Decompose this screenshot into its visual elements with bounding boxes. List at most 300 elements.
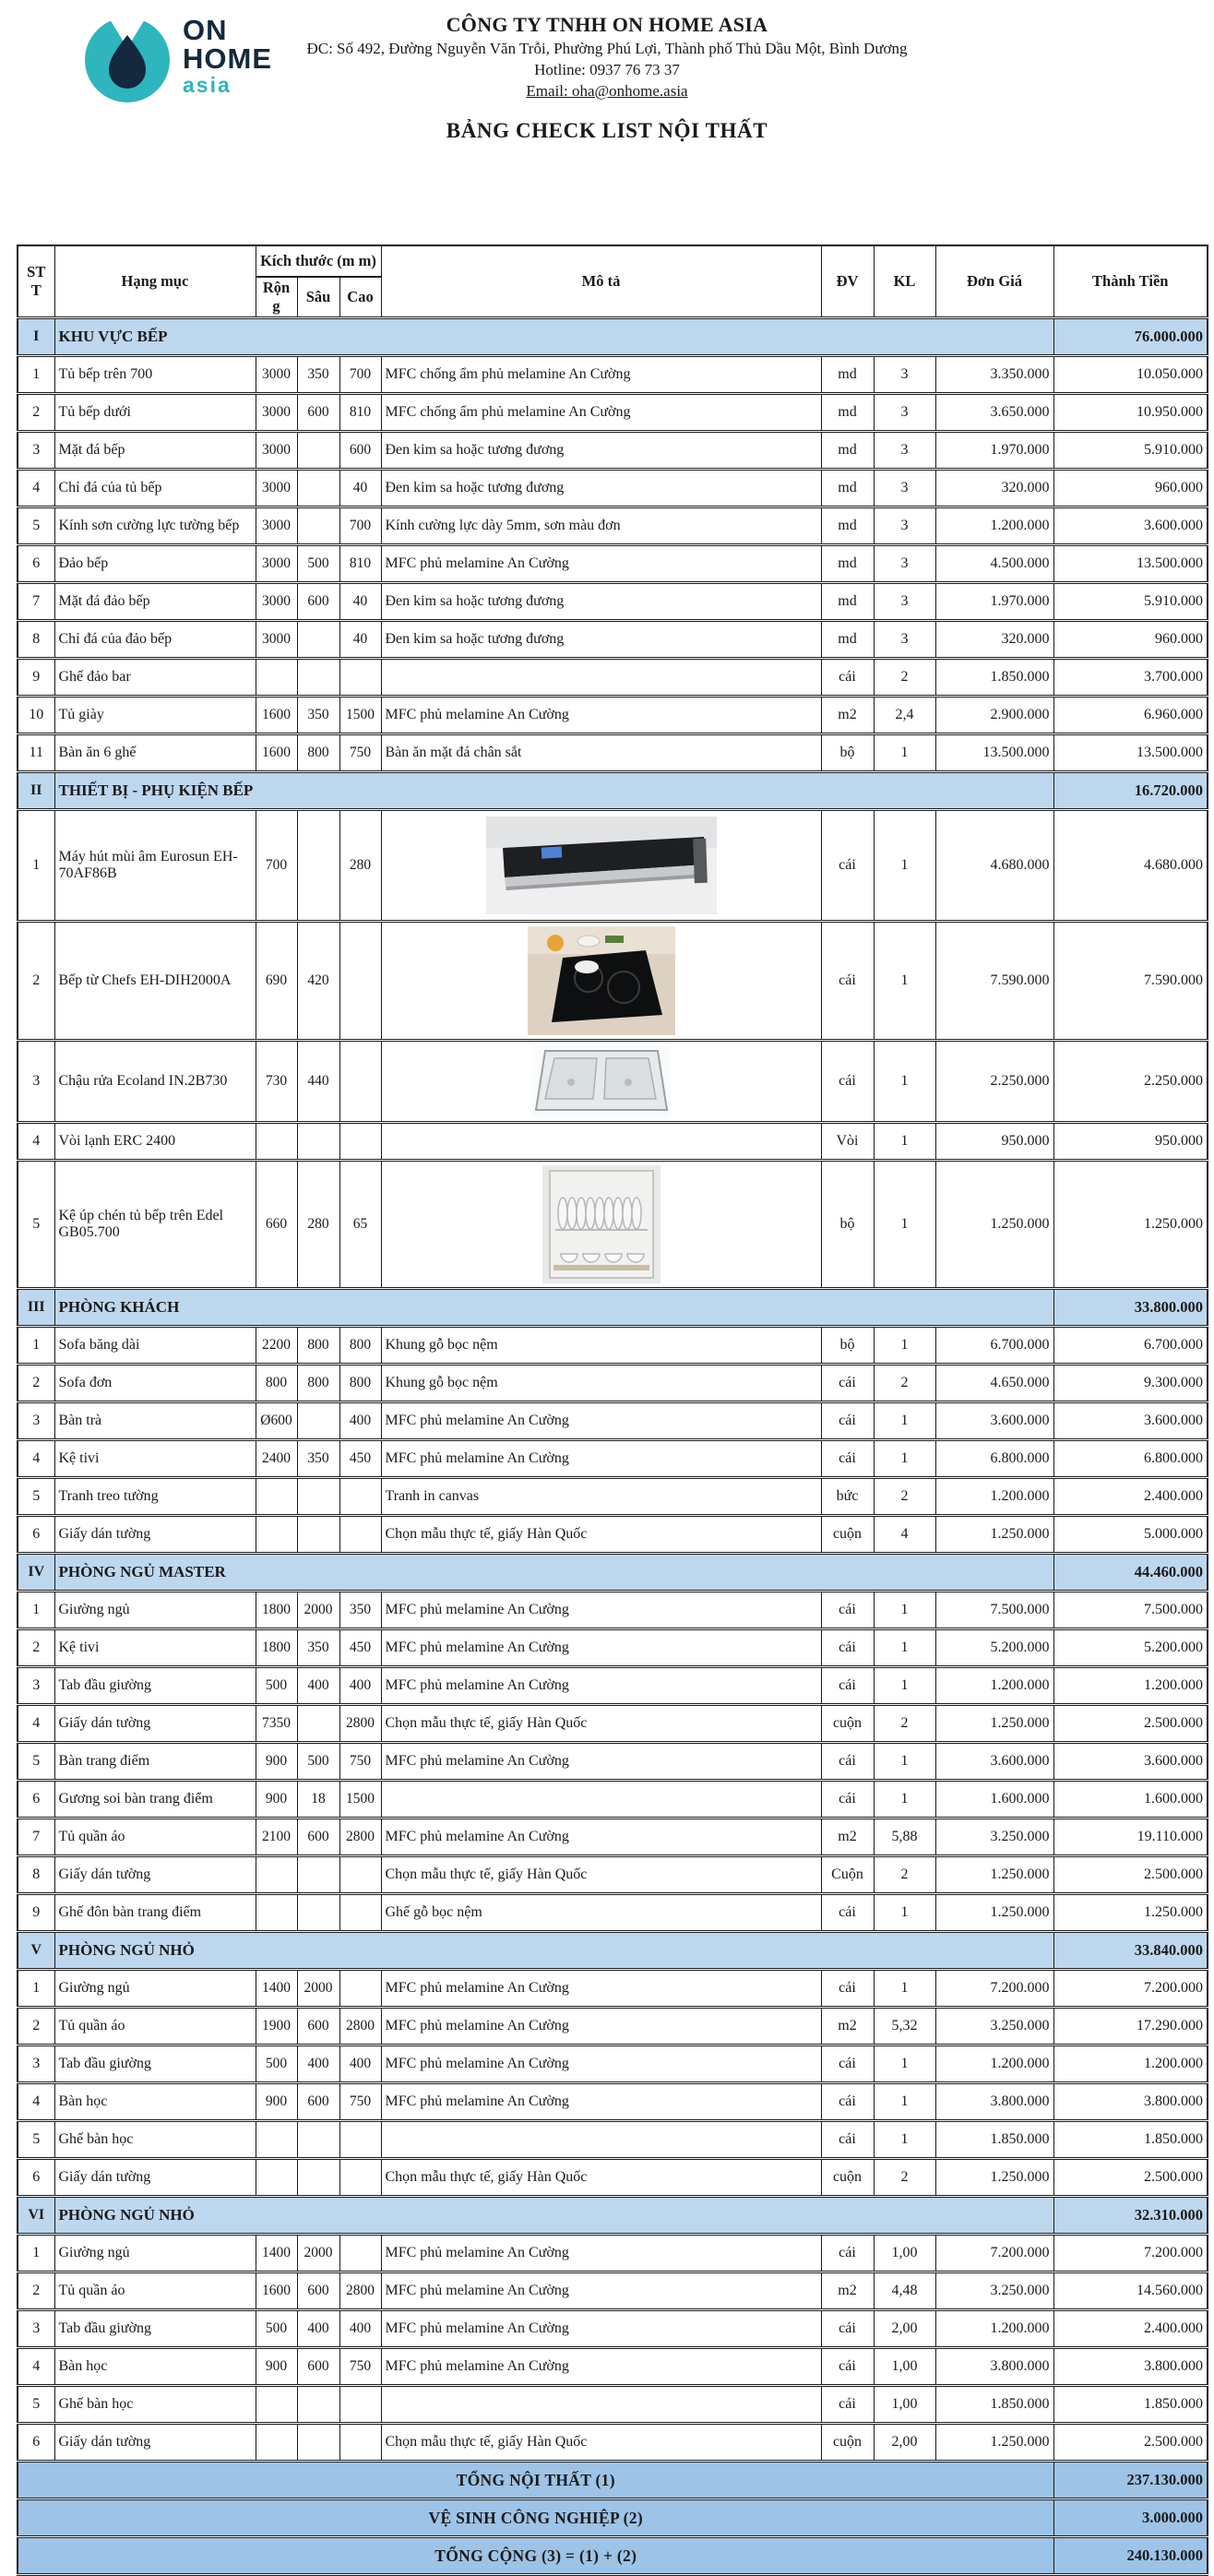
- item-row: [18, 1440, 1208, 1478]
- item-name: Kệ tivi: [54, 1629, 256, 1667]
- item-unit: md: [821, 621, 874, 659]
- section-total: 33.840.000: [1053, 1932, 1208, 1970]
- item-stt: 6: [18, 2159, 54, 2197]
- item-width: 3000: [256, 470, 297, 507]
- company-email: Email: oha@onhome.asia: [526, 82, 688, 100]
- col-header-price: Đơn Giá: [935, 245, 1053, 318]
- item-name: Chỉ đá của tủ bếp: [54, 470, 256, 507]
- item-desc: Đen kim sa hoặc tương đương: [381, 432, 821, 470]
- item-unit: md: [821, 470, 874, 507]
- item-amount: 960.000: [1053, 621, 1208, 659]
- item-depth: [297, 1402, 339, 1440]
- total-row: [18, 2462, 1208, 2499]
- item-depth: 350: [297, 697, 339, 734]
- item-width: [256, 2424, 297, 2462]
- item-amount: 6.700.000: [1053, 1327, 1208, 1365]
- section-row: [18, 1932, 1208, 1970]
- item-row: [18, 394, 1208, 432]
- item-unit: cuộn: [821, 1516, 874, 1554]
- item-price: 1.250.000: [935, 1161, 1053, 1289]
- item-name: Ghế đảo bar: [54, 659, 256, 697]
- item-row: [18, 1161, 1208, 1289]
- item-price: 1.250.000: [935, 1894, 1053, 1932]
- item-desc: MFC phủ melamine An Cường: [381, 545, 821, 583]
- item-width: 3000: [256, 545, 297, 583]
- item-price: 4.500.000: [935, 545, 1053, 583]
- item-unit: cái: [821, 1667, 874, 1705]
- item-depth: [297, 1516, 339, 1554]
- item-desc: MFC phủ melamine An Cường: [381, 2008, 821, 2045]
- item-price: 1.250.000: [935, 2159, 1053, 2197]
- item-row: [18, 734, 1208, 772]
- col-header-depth: Sâu: [297, 277, 339, 318]
- item-height: 810: [339, 545, 381, 583]
- section-title: KHU VỰC BẾP: [54, 318, 1053, 356]
- item-height: 1500: [339, 697, 381, 734]
- item-stt: 4: [18, 1440, 54, 1478]
- item-desc: Đen kim sa hoặc tương đương: [381, 470, 821, 507]
- item-name: Tủ quần áo: [54, 2008, 256, 2045]
- section-total: 16.720.000: [1053, 772, 1208, 810]
- item-price: 3.800.000: [935, 2083, 1053, 2121]
- item-stt: 5: [18, 507, 54, 545]
- item-height: 2800: [339, 1705, 381, 1743]
- item-name: Kệ tivi: [54, 1440, 256, 1478]
- item-stt: 6: [18, 2424, 54, 2462]
- item-qty: 3: [874, 470, 935, 507]
- item-desc: MFC chống ẩm phủ melamine An Cường: [381, 356, 821, 394]
- item-amount: 3.800.000: [1053, 2348, 1208, 2386]
- item-depth: 18: [297, 1781, 339, 1819]
- item-depth: 2000: [297, 1592, 339, 1629]
- section-roman: V: [18, 1932, 54, 1970]
- item-unit: m2: [821, 1819, 874, 1856]
- item-amount: 7.200.000: [1053, 2235, 1208, 2272]
- item-row: [18, 2235, 1208, 2272]
- item-depth: 350: [297, 1440, 339, 1478]
- item-row: [18, 356, 1208, 394]
- item-stt: 6: [18, 1516, 54, 1554]
- item-height: [339, 2159, 381, 2197]
- item-price: 3.800.000: [935, 2348, 1053, 2386]
- item-qty: 5,32: [874, 2008, 935, 2045]
- item-qty: 2: [874, 1478, 935, 1516]
- item-unit: cái: [821, 1402, 874, 1440]
- item-name: Bàn trà: [54, 1402, 256, 1440]
- item-name: Tranh treo tường: [54, 1478, 256, 1516]
- onhome-logo-icon: [81, 11, 173, 103]
- item-price: 5.200.000: [935, 1629, 1053, 1667]
- item-amount: 1.600.000: [1053, 1781, 1208, 1819]
- item-qty: 1: [874, 1161, 935, 1289]
- item-qty: 1: [874, 1402, 935, 1440]
- item-unit: cái: [821, 2348, 874, 2386]
- item-amount: 5.000.000: [1053, 1516, 1208, 1554]
- item-qty: 1: [874, 1894, 935, 1932]
- item-row: [18, 1705, 1208, 1743]
- item-row: [18, 507, 1208, 545]
- item-height: [339, 2424, 381, 2462]
- item-depth: 600: [297, 1819, 339, 1856]
- item-width: 900: [256, 1781, 297, 1819]
- onhome-logo-text: [183, 14, 272, 98]
- section-row: [18, 772, 1208, 810]
- item-price: 1.250.000: [935, 1856, 1053, 1894]
- item-height: [339, 1894, 381, 1932]
- item-height: 40: [339, 621, 381, 659]
- item-width: 660: [256, 1161, 297, 1289]
- item-width: 3000: [256, 394, 297, 432]
- item-amount: 2.400.000: [1053, 1478, 1208, 1516]
- item-row: [18, 2121, 1208, 2159]
- section-row: [18, 1554, 1208, 1592]
- item-width: 800: [256, 1365, 297, 1402]
- item-stt: 1: [18, 2235, 54, 2272]
- item-width: 900: [256, 2083, 297, 2121]
- item-stt: 1: [18, 1327, 54, 1365]
- col-header-amount: Thành Tiền: [1053, 245, 1208, 318]
- item-height: [339, 922, 381, 1041]
- item-price: 7.590.000: [935, 922, 1053, 1041]
- total-amount: 237.130.000: [1053, 2462, 1208, 2499]
- item-stt: 2: [18, 1629, 54, 1667]
- item-stt: 5: [18, 1161, 54, 1289]
- item-amount: 2.500.000: [1053, 2424, 1208, 2462]
- item-height: 800: [339, 1365, 381, 1402]
- item-amount: 10.950.000: [1053, 394, 1208, 432]
- item-width: 1600: [256, 2272, 297, 2310]
- item-desc: Chọn mẫu thực tế, giấy Hàn Quốc: [381, 2424, 821, 2462]
- total-amount: 3.000.000: [1053, 2499, 1208, 2537]
- item-amount: 5.910.000: [1053, 583, 1208, 621]
- item-height: 750: [339, 1743, 381, 1781]
- item-amount: 19.110.000: [1053, 1819, 1208, 1856]
- item-stt: 10: [18, 697, 54, 734]
- item-price: 1.850.000: [935, 659, 1053, 697]
- item-height: 2800: [339, 2008, 381, 2045]
- item-height: 700: [339, 507, 381, 545]
- item-name: Kính sơn cường lực tường bếp: [54, 507, 256, 545]
- item-width: [256, 2386, 297, 2424]
- item-desc: MFC phủ melamine An Cường: [381, 1440, 821, 1478]
- item-depth: 600: [297, 583, 339, 621]
- item-desc: [381, 1161, 821, 1289]
- item-name: Giường ngủ: [54, 1592, 256, 1629]
- item-width: 700: [256, 810, 297, 922]
- item-price: 7.200.000: [935, 1970, 1053, 2008]
- item-row: [18, 697, 1208, 734]
- item-height: [339, 2235, 381, 2272]
- item-desc: Ghế gỗ bọc nệm: [381, 1894, 821, 1932]
- col-header-qty: KL: [874, 245, 935, 318]
- item-price: 3.600.000: [935, 1402, 1053, 1440]
- item-qty: 2: [874, 659, 935, 697]
- item-row: [18, 2083, 1208, 2121]
- section-row: [18, 2197, 1208, 2235]
- item-qty: 1: [874, 2121, 935, 2159]
- product-image-sink: [532, 1045, 671, 1117]
- item-desc: Chọn mẫu thực tế, giấy Hàn Quốc: [381, 1516, 821, 1554]
- item-depth: 600: [297, 2083, 339, 2121]
- item-price: 1.200.000: [935, 1667, 1053, 1705]
- total-row: [18, 2499, 1208, 2537]
- item-unit: md: [821, 432, 874, 470]
- item-desc: MFC phủ melamine An Cường: [381, 1629, 821, 1667]
- item-depth: 2000: [297, 1970, 339, 2008]
- item-unit: cái: [821, 1743, 874, 1781]
- item-price: 1.970.000: [935, 432, 1053, 470]
- item-unit: Vòi: [821, 1123, 874, 1161]
- item-qty: 3: [874, 507, 935, 545]
- item-height: 400: [339, 2310, 381, 2348]
- item-amount: 3.800.000: [1053, 2083, 1208, 2121]
- item-amount: 2.250.000: [1053, 1041, 1208, 1123]
- item-unit: cái: [821, 2045, 874, 2083]
- item-row: [18, 1041, 1208, 1123]
- item-height: 450: [339, 1440, 381, 1478]
- item-depth: 350: [297, 1629, 339, 1667]
- product-image-dish-rack: [542, 1165, 661, 1283]
- col-header-desc: Mô tả: [381, 245, 821, 318]
- item-desc: Đen kim sa hoặc tương đương: [381, 621, 821, 659]
- col-header-unit: ĐV: [821, 245, 874, 318]
- item-name: Tủ bếp trên 700: [54, 356, 256, 394]
- item-desc: [381, 1041, 821, 1123]
- item-name: Giấy dán tường: [54, 1516, 256, 1554]
- checklist-table: [17, 244, 1208, 2576]
- item-amount: 2.400.000: [1053, 2310, 1208, 2348]
- item-width: [256, 659, 297, 697]
- item-amount: 14.560.000: [1053, 2272, 1208, 2310]
- item-price: 2.250.000: [935, 1041, 1053, 1123]
- item-amount: 1.200.000: [1053, 2045, 1208, 2083]
- item-width: [256, 1516, 297, 1554]
- section-total: 33.800.000: [1053, 1289, 1208, 1327]
- item-desc: MFC phủ melamine An Cường: [381, 1743, 821, 1781]
- item-depth: [297, 1856, 339, 1894]
- item-depth: 440: [297, 1041, 339, 1123]
- item-unit: cái: [821, 2310, 874, 2348]
- item-price: 1.250.000: [935, 2424, 1053, 2462]
- item-amount: 7.200.000: [1053, 1970, 1208, 2008]
- item-qty: 1: [874, 1667, 935, 1705]
- item-name: Mặt đá đảo bếp: [54, 583, 256, 621]
- item-price: 1.850.000: [935, 2386, 1053, 2424]
- item-qty: 3: [874, 394, 935, 432]
- item-row: [18, 2386, 1208, 2424]
- item-unit: cái: [821, 1894, 874, 1932]
- item-width: 2400: [256, 1440, 297, 1478]
- section-title: PHÒNG NGỦ NHỎ: [54, 2197, 1053, 2235]
- item-width: 900: [256, 1743, 297, 1781]
- item-unit: cái: [821, 1365, 874, 1402]
- item-amount: 6.960.000: [1053, 697, 1208, 734]
- item-depth: 400: [297, 2045, 339, 2083]
- item-width: 730: [256, 1041, 297, 1123]
- item-desc: MFC phủ melamine An Cường: [381, 1592, 821, 1629]
- item-width: 500: [256, 2045, 297, 2083]
- item-qty: 1,00: [874, 2235, 935, 2272]
- item-amount: 2.500.000: [1053, 1705, 1208, 1743]
- item-desc: Chọn mẫu thực tế, giấy Hàn Quốc: [381, 1856, 821, 1894]
- item-stt: 3: [18, 1402, 54, 1440]
- item-desc: MFC phủ melamine An Cường: [381, 697, 821, 734]
- item-width: Ø600: [256, 1402, 297, 1440]
- item-height: 750: [339, 2348, 381, 2386]
- item-unit: m2: [821, 2272, 874, 2310]
- item-height: 450: [339, 1629, 381, 1667]
- item-name: Tủ bếp dưới: [54, 394, 256, 432]
- item-width: 3000: [256, 583, 297, 621]
- item-row: [18, 1327, 1208, 1365]
- item-desc: [381, 2386, 821, 2424]
- item-qty: 1: [874, 922, 935, 1041]
- item-stt: 5: [18, 2386, 54, 2424]
- item-qty: 2,4: [874, 697, 935, 734]
- item-width: 500: [256, 1667, 297, 1705]
- item-price: 3.250.000: [935, 1819, 1053, 1856]
- section-row: [18, 318, 1208, 356]
- item-depth: [297, 2386, 339, 2424]
- item-stt: 4: [18, 2348, 54, 2386]
- item-price: 1.200.000: [935, 2045, 1053, 2083]
- item-row: [18, 2159, 1208, 2197]
- item-stt: 2: [18, 394, 54, 432]
- item-depth: 600: [297, 394, 339, 432]
- item-price: 7.200.000: [935, 2235, 1053, 2272]
- item-height: [339, 2121, 381, 2159]
- item-row: [18, 1629, 1208, 1667]
- item-desc: MFC phủ melamine An Cường: [381, 2045, 821, 2083]
- item-qty: 1: [874, 1970, 935, 2008]
- item-width: 2200: [256, 1327, 297, 1365]
- item-amount: 5.910.000: [1053, 432, 1208, 470]
- item-amount: 9.300.000: [1053, 1365, 1208, 1402]
- item-amount: 6.800.000: [1053, 1440, 1208, 1478]
- item-desc: Khung gỗ bọc nệm: [381, 1327, 821, 1365]
- item-stt: 4: [18, 1705, 54, 1743]
- item-height: [339, 1041, 381, 1123]
- col-header-height: Cao: [339, 277, 381, 318]
- item-depth: [297, 621, 339, 659]
- item-amount: 2.500.000: [1053, 1856, 1208, 1894]
- item-height: [339, 659, 381, 697]
- item-desc: Chọn mẫu thực tế, giấy Hàn Quốc: [381, 1705, 821, 1743]
- item-unit: cái: [821, 2386, 874, 2424]
- item-name: Tab đầu giường: [54, 2045, 256, 2083]
- item-stt: 3: [18, 1667, 54, 1705]
- item-height: 2800: [339, 2272, 381, 2310]
- item-height: [339, 1478, 381, 1516]
- item-stt: 2: [18, 2008, 54, 2045]
- item-desc: [381, 1781, 821, 1819]
- item-name: Sofa đơn: [54, 1365, 256, 1402]
- item-stt: 5: [18, 1478, 54, 1516]
- item-unit: cuộn: [821, 2424, 874, 2462]
- item-amount: 1.250.000: [1053, 1894, 1208, 1932]
- total-label: TỔNG NỘI THẤT (1): [18, 2462, 1053, 2499]
- item-unit: m2: [821, 2008, 874, 2045]
- item-price: 7.500.000: [935, 1592, 1053, 1629]
- item-unit: cái: [821, 810, 874, 922]
- item-qty: 1: [874, 2083, 935, 2121]
- company-address: ĐC: Số 492, Đường Nguyễn Văn Trỗi, Phường Phú Lợi, Thành phố Thủ Dầu Một, Bình Dương: [306, 40, 908, 57]
- item-depth: [297, 432, 339, 470]
- item-amount: 3.600.000: [1053, 507, 1208, 545]
- item-price: 4.650.000: [935, 1365, 1053, 1402]
- logo-line-on: ON: [183, 14, 228, 47]
- item-unit: cái: [821, 2083, 874, 2121]
- item-name: Giấy dán tường: [54, 2159, 256, 2197]
- item-name: Ghế bàn học: [54, 2386, 256, 2424]
- total-row: [18, 2537, 1208, 2575]
- item-qty: 1: [874, 1440, 935, 1478]
- item-row: [18, 1478, 1208, 1516]
- col-header-size-group: Kích thước (m m): [256, 245, 381, 277]
- item-unit: md: [821, 583, 874, 621]
- item-qty: 2: [874, 1365, 935, 1402]
- item-price: 6.800.000: [935, 1440, 1053, 1478]
- item-stt: 4: [18, 1123, 54, 1161]
- item-amount: 7.500.000: [1053, 1592, 1208, 1629]
- item-amount: 10.050.000: [1053, 356, 1208, 394]
- item-qty: 1: [874, 1592, 935, 1629]
- item-name: Chậu rửa Ecoland IN.2B730: [54, 1041, 256, 1123]
- item-desc: Tranh in canvas: [381, 1478, 821, 1516]
- item-unit: cái: [821, 1440, 874, 1478]
- item-qty: 1,00: [874, 2348, 935, 2386]
- item-unit: cái: [821, 2121, 874, 2159]
- item-width: [256, 2159, 297, 2197]
- item-name: Mặt đá bếp: [54, 432, 256, 470]
- item-depth: 500: [297, 1743, 339, 1781]
- item-name: Sofa băng dài: [54, 1327, 256, 1365]
- item-unit: md: [821, 507, 874, 545]
- item-stt: 9: [18, 659, 54, 697]
- item-width: [256, 1894, 297, 1932]
- item-amount: 5.200.000: [1053, 1629, 1208, 1667]
- item-row: [18, 1819, 1208, 1856]
- item-qty: 1: [874, 1123, 935, 1161]
- item-desc: [381, 922, 821, 1041]
- item-desc: Đen kim sa hoặc tương đương: [381, 583, 821, 621]
- item-width: [256, 2121, 297, 2159]
- item-name: Đảo bếp: [54, 545, 256, 583]
- item-stt: 3: [18, 1041, 54, 1123]
- item-width: [256, 1123, 297, 1161]
- item-price: 1.850.000: [935, 2121, 1053, 2159]
- item-stt: 3: [18, 2045, 54, 2083]
- item-amount: 1.850.000: [1053, 2121, 1208, 2159]
- logo-line-asia: asia: [183, 73, 232, 98]
- item-qty: 1: [874, 810, 935, 922]
- section-roman: I: [18, 318, 54, 356]
- item-depth: 350: [297, 356, 339, 394]
- item-desc: MFC phủ melamine An Cường: [381, 2348, 821, 2386]
- item-row: [18, 1365, 1208, 1402]
- section-title: PHÒNG NGỦ MASTER: [54, 1554, 1053, 1592]
- item-amount: 7.590.000: [1053, 922, 1208, 1041]
- item-depth: 800: [297, 1365, 339, 1402]
- item-desc: Kính cường lực dày 5mm, sơn màu đơn: [381, 507, 821, 545]
- item-amount: 960.000: [1053, 470, 1208, 507]
- item-height: 800: [339, 1327, 381, 1365]
- item-name: Giấy dán tường: [54, 2424, 256, 2462]
- item-stt: 2: [18, 2272, 54, 2310]
- item-depth: [297, 1123, 339, 1161]
- item-depth: 400: [297, 1667, 339, 1705]
- item-row: [18, 1592, 1208, 1629]
